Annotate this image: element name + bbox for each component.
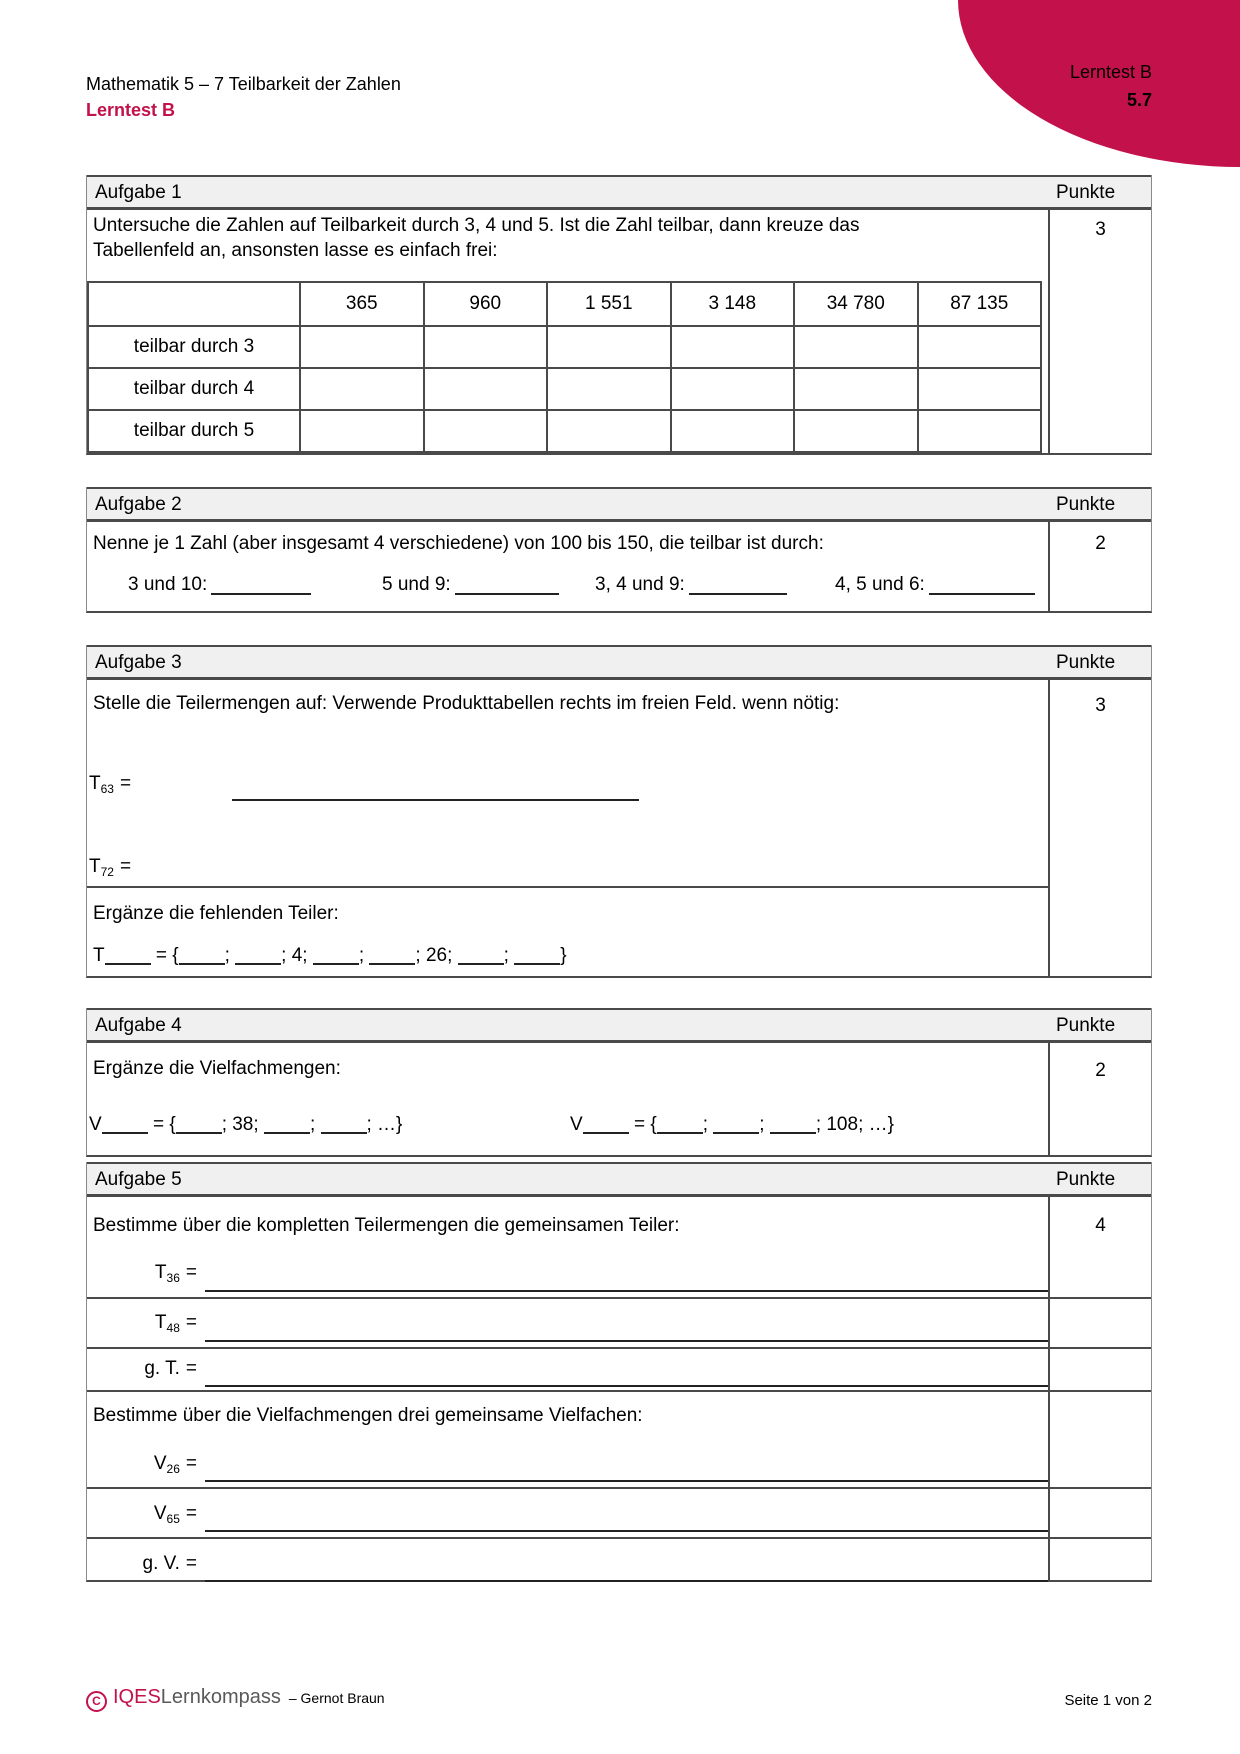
divisor-label: 5 und 9: (382, 574, 451, 595)
fill-blank[interactable] (102, 1112, 148, 1134)
fill-text: ; (358, 945, 370, 966)
fill-text: ; …} (366, 1114, 403, 1135)
check-cell[interactable] (547, 368, 671, 410)
fill-text: ; (224, 945, 236, 966)
fill-text: V (570, 1114, 583, 1135)
fill-blank[interactable] (264, 1112, 310, 1134)
fill-blank[interactable] (105, 943, 151, 965)
fill-text: ; 26; (415, 945, 458, 966)
check-cell[interactable] (794, 326, 918, 368)
task-5-instruction-vielfache: Bestimme über die Vielfachmengen drei gemeinsame Vielfachen: (93, 1405, 643, 1426)
fill-blank[interactable] (179, 943, 225, 965)
table-corner-cell (88, 282, 300, 326)
task-1-header (87, 175, 1151, 210)
task-5-title: Aufgabe 5 (95, 1169, 182, 1190)
multiples-line-1 (89, 1112, 402, 1136)
check-cell[interactable] (671, 368, 795, 410)
task-1-instruction: Untersuche die Zahlen auf Teilbarkeit durch 3, 4 und 5. Ist die Zahl teilbar, dann kreuze das Tabellenfeld an, ansonsten lasse es einfach frei: (93, 215, 860, 261)
points-column-divider (1048, 175, 1050, 453)
divisor-blank-group (382, 571, 559, 596)
fill-text: ; (702, 1114, 714, 1135)
task-section-1 (86, 175, 1152, 455)
v26-answer-blank[interactable] (205, 1452, 1048, 1482)
fill-blank[interactable] (514, 943, 560, 965)
missing-divisors-line (93, 943, 567, 967)
corner-chapter-number: 5.7 (1126, 90, 1152, 110)
number-col-header: 365 (300, 282, 424, 326)
number-col-header: 87 135 (918, 282, 1042, 326)
fill-text: = { (147, 1114, 176, 1135)
divisor-label: 3, 4 und 9: (595, 574, 685, 595)
t72-label: $T_{72}$ = (89, 856, 132, 879)
task-3-instruction: Stelle die Teilermengen auf: Verwende Produkttabellen rechts im freien Feld. wenn nötig: (93, 693, 840, 714)
row-border (87, 1537, 1151, 1539)
fill-blank[interactable] (583, 1112, 629, 1134)
v65-label: $V_{65}$ = (153, 1503, 197, 1526)
page-indicator: Seite 1 von 2 (1064, 1692, 1152, 1709)
fill-blank[interactable] (770, 1112, 816, 1134)
answer-blank[interactable] (211, 571, 311, 595)
points-header-label: Punkte (1056, 1015, 1116, 1036)
t36-label: $T_{36}$ = (154, 1262, 197, 1285)
task-4-points: 2 (1095, 1060, 1106, 1081)
row-border (87, 1390, 1151, 1392)
check-cell[interactable] (547, 410, 671, 452)
fill-text: ; 108; …} (815, 1114, 894, 1135)
brand-iqes: IQES (113, 1686, 161, 1708)
divisor-blank-group (595, 571, 787, 596)
fill-text: ; (309, 1114, 321, 1135)
t63-label: $T_{63}$ = (89, 773, 132, 796)
task-section-2 (86, 487, 1152, 613)
check-cell[interactable] (424, 326, 548, 368)
gv-label: g. V. = (142, 1553, 197, 1574)
task-4-title: Aufgabe 4 (95, 1015, 182, 1036)
fill-text: ; 38; (221, 1114, 264, 1135)
t36-answer-blank[interactable] (205, 1262, 1048, 1292)
gt-answer-blank[interactable] (205, 1357, 1048, 1387)
fill-blank[interactable] (458, 943, 504, 965)
number-col-header: 34 780 (794, 282, 918, 326)
corner-badge (958, 0, 1240, 167)
fill-text: V (89, 1114, 102, 1135)
fill-text: = { (150, 945, 179, 966)
divisor-label: 3 und 10: (128, 574, 208, 595)
number-col-header: 1 551 (547, 282, 671, 326)
task-2-title: Aufgabe 2 (95, 494, 182, 515)
fill-text: ; 4; (281, 945, 313, 966)
answer-blank[interactable] (689, 571, 787, 595)
check-cell[interactable] (547, 326, 671, 368)
t48-answer-blank[interactable] (205, 1312, 1048, 1342)
task-4-instruction: Ergänze die Vielfachmengen: (93, 1058, 341, 1079)
check-cell[interactable] (424, 410, 548, 452)
divisible-row-label: teilbar durch 5 (88, 410, 300, 452)
course-title: Mathematik 5 – 7 Teilbarkeit der Zahlen (86, 74, 401, 94)
task-2-instruction: Nenne je 1 Zahl (aber insgesamt 4 verschiedene) von 100 bis 150, die teilbar ist durch: (93, 533, 824, 554)
v26-label: $V_{26}$ = (153, 1453, 197, 1476)
points-header-label: Punkte (1056, 494, 1116, 515)
task-section-5 (86, 1162, 1152, 1582)
footer-brand (86, 1686, 385, 1712)
task-section-4 (86, 1008, 1152, 1157)
corner-test-label: Lerntest B (1069, 62, 1152, 82)
divisibility-table (87, 281, 1042, 453)
divisor-label: 4, 5 und 6: (835, 574, 925, 595)
task-1-title: Aufgabe 1 (95, 182, 182, 203)
fill-text: = { (628, 1114, 657, 1135)
t63-answer-blank[interactable] (232, 771, 639, 801)
fill-blank[interactable] (313, 943, 359, 965)
multiples-line-2 (570, 1112, 894, 1136)
fill-blank[interactable] (713, 1112, 759, 1134)
t72-answer-line[interactable] (87, 886, 1048, 888)
points-header-label: Punkte (1056, 652, 1116, 673)
copyright-icon: C (86, 1691, 107, 1712)
check-cell[interactable] (671, 410, 795, 452)
v65-answer-blank[interactable] (205, 1502, 1048, 1532)
t48-label: $T_{48}$ = (154, 1312, 197, 1335)
row-border (87, 1297, 1151, 1299)
divisible-row-label: teilbar durch 3 (88, 326, 300, 368)
fill-blank[interactable] (235, 943, 281, 965)
points-header-label: Punkte (1056, 1169, 1116, 1190)
task-3-header (87, 645, 1151, 680)
task-5-points: 4 (1095, 1215, 1106, 1236)
divisor-blank-group (835, 571, 1035, 596)
task-4-header (87, 1008, 1151, 1043)
task-section-3 (86, 645, 1152, 978)
task-1-points: 3 (1095, 219, 1106, 240)
fill-blank[interactable] (369, 943, 415, 965)
points-header-label: Punkte (1056, 182, 1116, 203)
task-5-instruction-teiler: Bestimme über die kompletten Teilermengen die gemeinsamen Teiler: (93, 1215, 680, 1236)
footer-author: – Gernot Braun (288, 1690, 385, 1706)
row-border (87, 1487, 1151, 1489)
test-label: Lerntest B (86, 100, 176, 120)
task-3-points: 3 (1095, 695, 1106, 716)
fill-blank[interactable] (176, 1112, 222, 1134)
check-cell[interactable] (671, 326, 795, 368)
answer-blank[interactable] (929, 571, 1035, 595)
task-5-header (87, 1162, 1151, 1197)
divisor-blank-group (128, 571, 311, 596)
check-cell[interactable] (300, 326, 424, 368)
fill-blank[interactable] (657, 1112, 703, 1134)
fill-text: ; (503, 945, 515, 966)
check-cell[interactable] (918, 410, 1042, 452)
task-2-header (87, 487, 1151, 522)
number-col-header: 3 148 (671, 282, 795, 326)
fill-text: ; (759, 1114, 770, 1135)
divisible-row-label: teilbar durch 4 (88, 368, 300, 410)
task-3-title: Aufgabe 3 (95, 652, 182, 673)
brand-lernkompass: Lernkompass (160, 1686, 281, 1708)
answer-blank[interactable] (455, 571, 559, 595)
fill-blank[interactable] (321, 1112, 367, 1134)
check-cell[interactable] (918, 326, 1042, 368)
check-cell[interactable] (300, 368, 424, 410)
row-border (87, 1347, 1151, 1349)
gv-answer-blank[interactable] (205, 1552, 1048, 1582)
number-col-header: 960 (424, 282, 548, 326)
fill-teiler-heading: Ergänze die fehlenden Teiler: (93, 903, 339, 924)
task-2-points: 2 (1095, 533, 1106, 554)
check-cell[interactable] (794, 410, 918, 452)
fill-text: T (93, 945, 105, 966)
check-cell[interactable] (424, 368, 548, 410)
fill-text: } (560, 945, 567, 966)
check-cell[interactable] (918, 368, 1042, 410)
check-cell[interactable] (300, 410, 424, 452)
gt-label: g. T. = (144, 1358, 197, 1379)
check-cell[interactable] (794, 368, 918, 410)
